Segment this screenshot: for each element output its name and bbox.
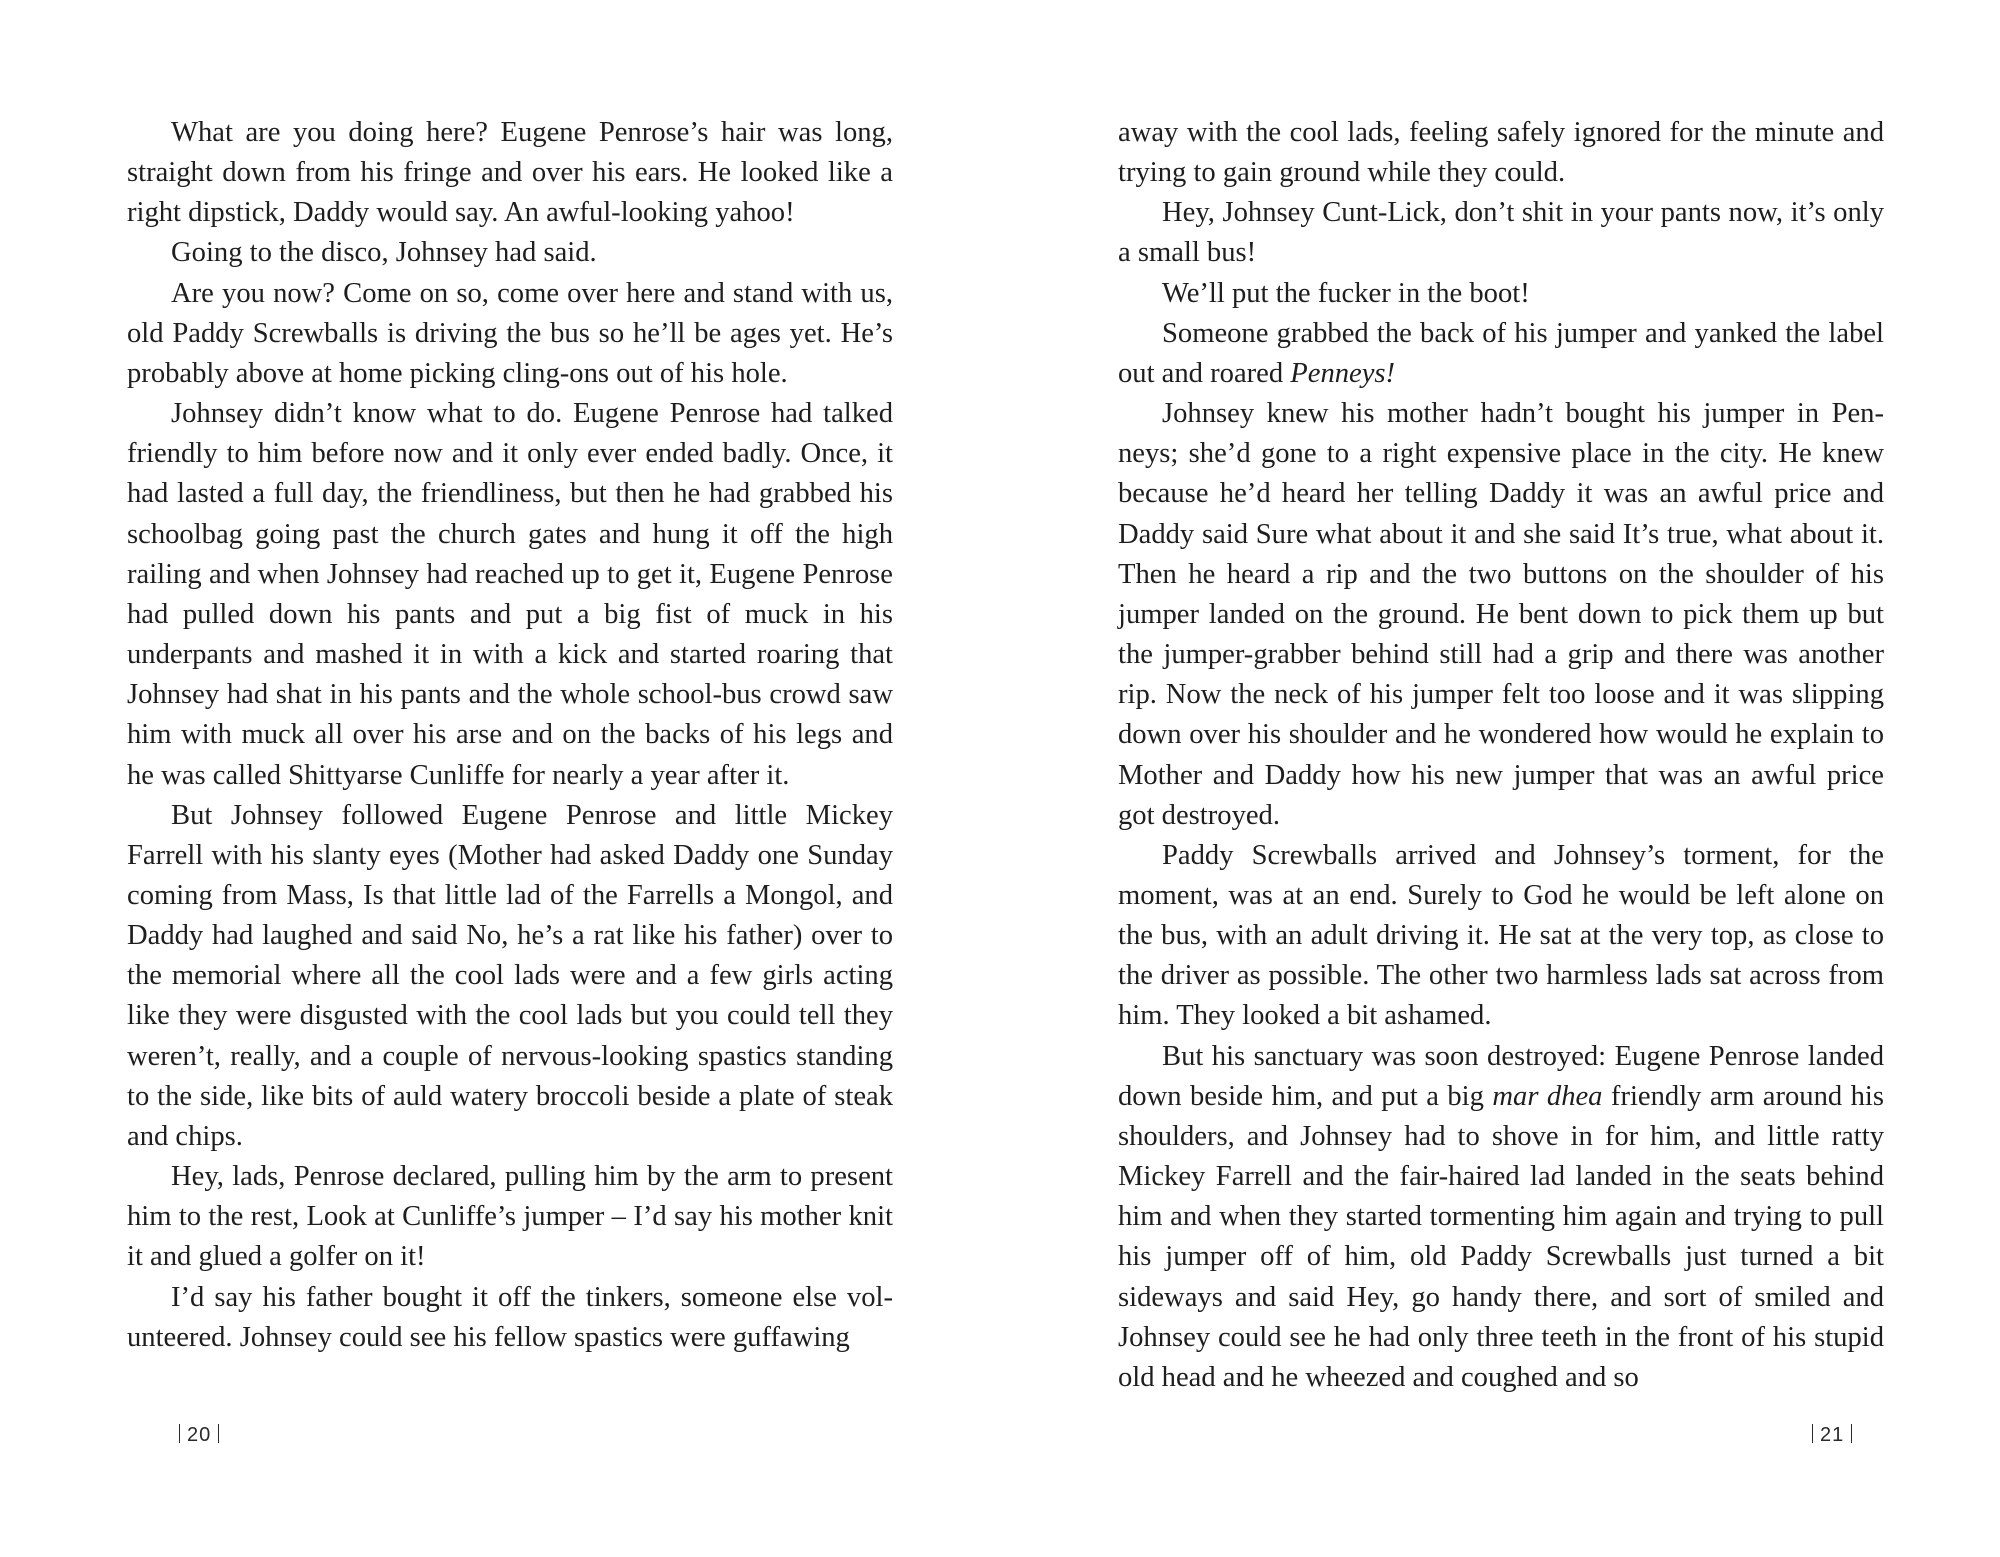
- paragraph: Are you now? Come on so, come over here and stand with us, old Paddy Screwballs is driving the bus so he’ll be ages yet. He’s probably above at home picking cling-ons out of his hole.: [127, 277, 893, 389]
- page-number-left-value: 20: [187, 1424, 212, 1446]
- page-number-right-value: 21: [1820, 1424, 1845, 1446]
- folio-rule: [218, 1424, 219, 1443]
- page-number-left: [172, 1424, 226, 1447]
- text-run: But his sanctuary was soon destroyed: Eugene Penrose landed down beside him, and put a big: [1118, 1040, 1884, 1112]
- paragraph: I’d say his father bought it off the tinkers, someone else volunteered. Johnsey could see his fellow spastics were guffawing: [127, 1281, 893, 1353]
- text-run: away with the cool lads, feeling safely ignored for the minute and trying to gain ground while they could.: [1118, 117, 1884, 189]
- paragraph: Going to the disco, Johnsey had said.: [171, 237, 597, 269]
- paragraph: [1118, 836, 1884, 1037]
- paragraph: [1118, 394, 1884, 836]
- italic-phrase: Penneys!: [1290, 357, 1396, 389]
- paragraph: What are you doing here? Eugene Penrose’s hair was long, straight down from his fringe and over his ears. He looked like a right dipstick, Daddy would say. An awful-looking yahoo!: [127, 117, 893, 229]
- folio-rule: [1812, 1424, 1813, 1443]
- folio-rule: [179, 1424, 180, 1443]
- paragraph: Johnsey didn’t know what to do. Eugene Penrose had talked friendly to him before now and it only ever ended badly. Once, it had lasted a full day, the friendliness, but then he had grabbed his schoolbag going past the church gates and hung it off the high railing and when Johnsey had reached up to get it, Eugene Penrose had pulled down his pants and put a big fist of muck in his underpants and mashed it in with a kick and started roaring that Johnsey had shat in his pants and the whole school-bus crowd saw him with muck all over his arse and on the backs of his legs and he was called Shittyarse Cunliffe for nearly a year after it.: [127, 398, 893, 791]
- folio-rule: [1851, 1424, 1852, 1443]
- paragraph: [1118, 314, 1884, 394]
- paragraph: [1118, 193, 1884, 273]
- page-number-right: [1805, 1424, 1859, 1447]
- right-page-body: [1118, 113, 1884, 1398]
- paragraph: [1118, 1037, 1884, 1398]
- text-run: We’ll put the fucker in the boot!: [1162, 277, 1530, 309]
- text-run: Paddy Screwballs arrived and Johnsey’s torment, for the moment, was at an end. Surely to God he would be left alone on the bus, with an adult driving it. He sat at the very top, as close to the driver as possible. The other two harmless lads sat across from him. They looked a bit ashamed.: [1118, 839, 1884, 1032]
- paragraph: [1118, 274, 1884, 314]
- left-page-body: [127, 113, 893, 1358]
- text-run: Johnsey knew his mother hadn’t bought his jumper in Penneys; she’d gone to a right expensive place in the city. He knew because he’d heard her telling Daddy it was an awful price and Daddy said Sure what about it and she said It’s true, what about it. Then he heard a rip and the two buttons on the shoulder of his jumper landed on the ground. He bent down to pick them up but the jumper-grabber behind still had a grip and there was another rip. Now the neck of his jumper felt too loose and it was slipping down over his shoulder and he wondered how would he explain to Mother and Daddy how his new jumper that was an awful price got destroyed.: [1118, 398, 1884, 831]
- italic-phrase: mar dhea: [1492, 1080, 1603, 1112]
- paragraph: [1118, 113, 1884, 193]
- text-run: Hey, Johnsey Cunt-Lick, don’t shit in your pants now, it’s only a small bus!: [1118, 197, 1884, 269]
- paragraph: Hey, lads, Penrose declared, pulling him by the arm to present him to the rest, Look at Cunliffe’s jumper – I’d say his mother knit it and glued a golfer on it!: [127, 1161, 893, 1273]
- paragraph: But Johnsey followed Eugene Penrose and little Mickey Farrell with his slanty eyes (Mother had asked Daddy one Sunday coming from Mass, Is that little lad of the Farrells a Mongol, and Daddy had laughed and said No, he’s a rat like his father) over to the memorial where all the cool lads were and a few girls acting like they were disgusted with the cool lads but you could tell they weren’t, really, and a couple of nervous-looking spastics standing to the side, like bits of auld watery broccoli beside a plate of steak and chips.: [127, 799, 893, 1152]
- text-run: Someone grabbed the back of his jumper and yanked the label out and roared: [1118, 317, 1884, 389]
- text-run: friendly arm around his shoulders, and Johnsey had to shove in for him, and little ratty Mickey Farrell and the fair-haired lad landed in the seats behind him and when they started tormenting him again and trying to pull his jumper off of him, old Paddy Screwballs just turned a bit sideways and said Hey, go handy there, and sort of smiled and Johnsey could see he had only three teeth in the front of his stupid old head and he wheezed and coughed and so: [1118, 1080, 1884, 1393]
- right-page: [1000, 0, 2000, 1557]
